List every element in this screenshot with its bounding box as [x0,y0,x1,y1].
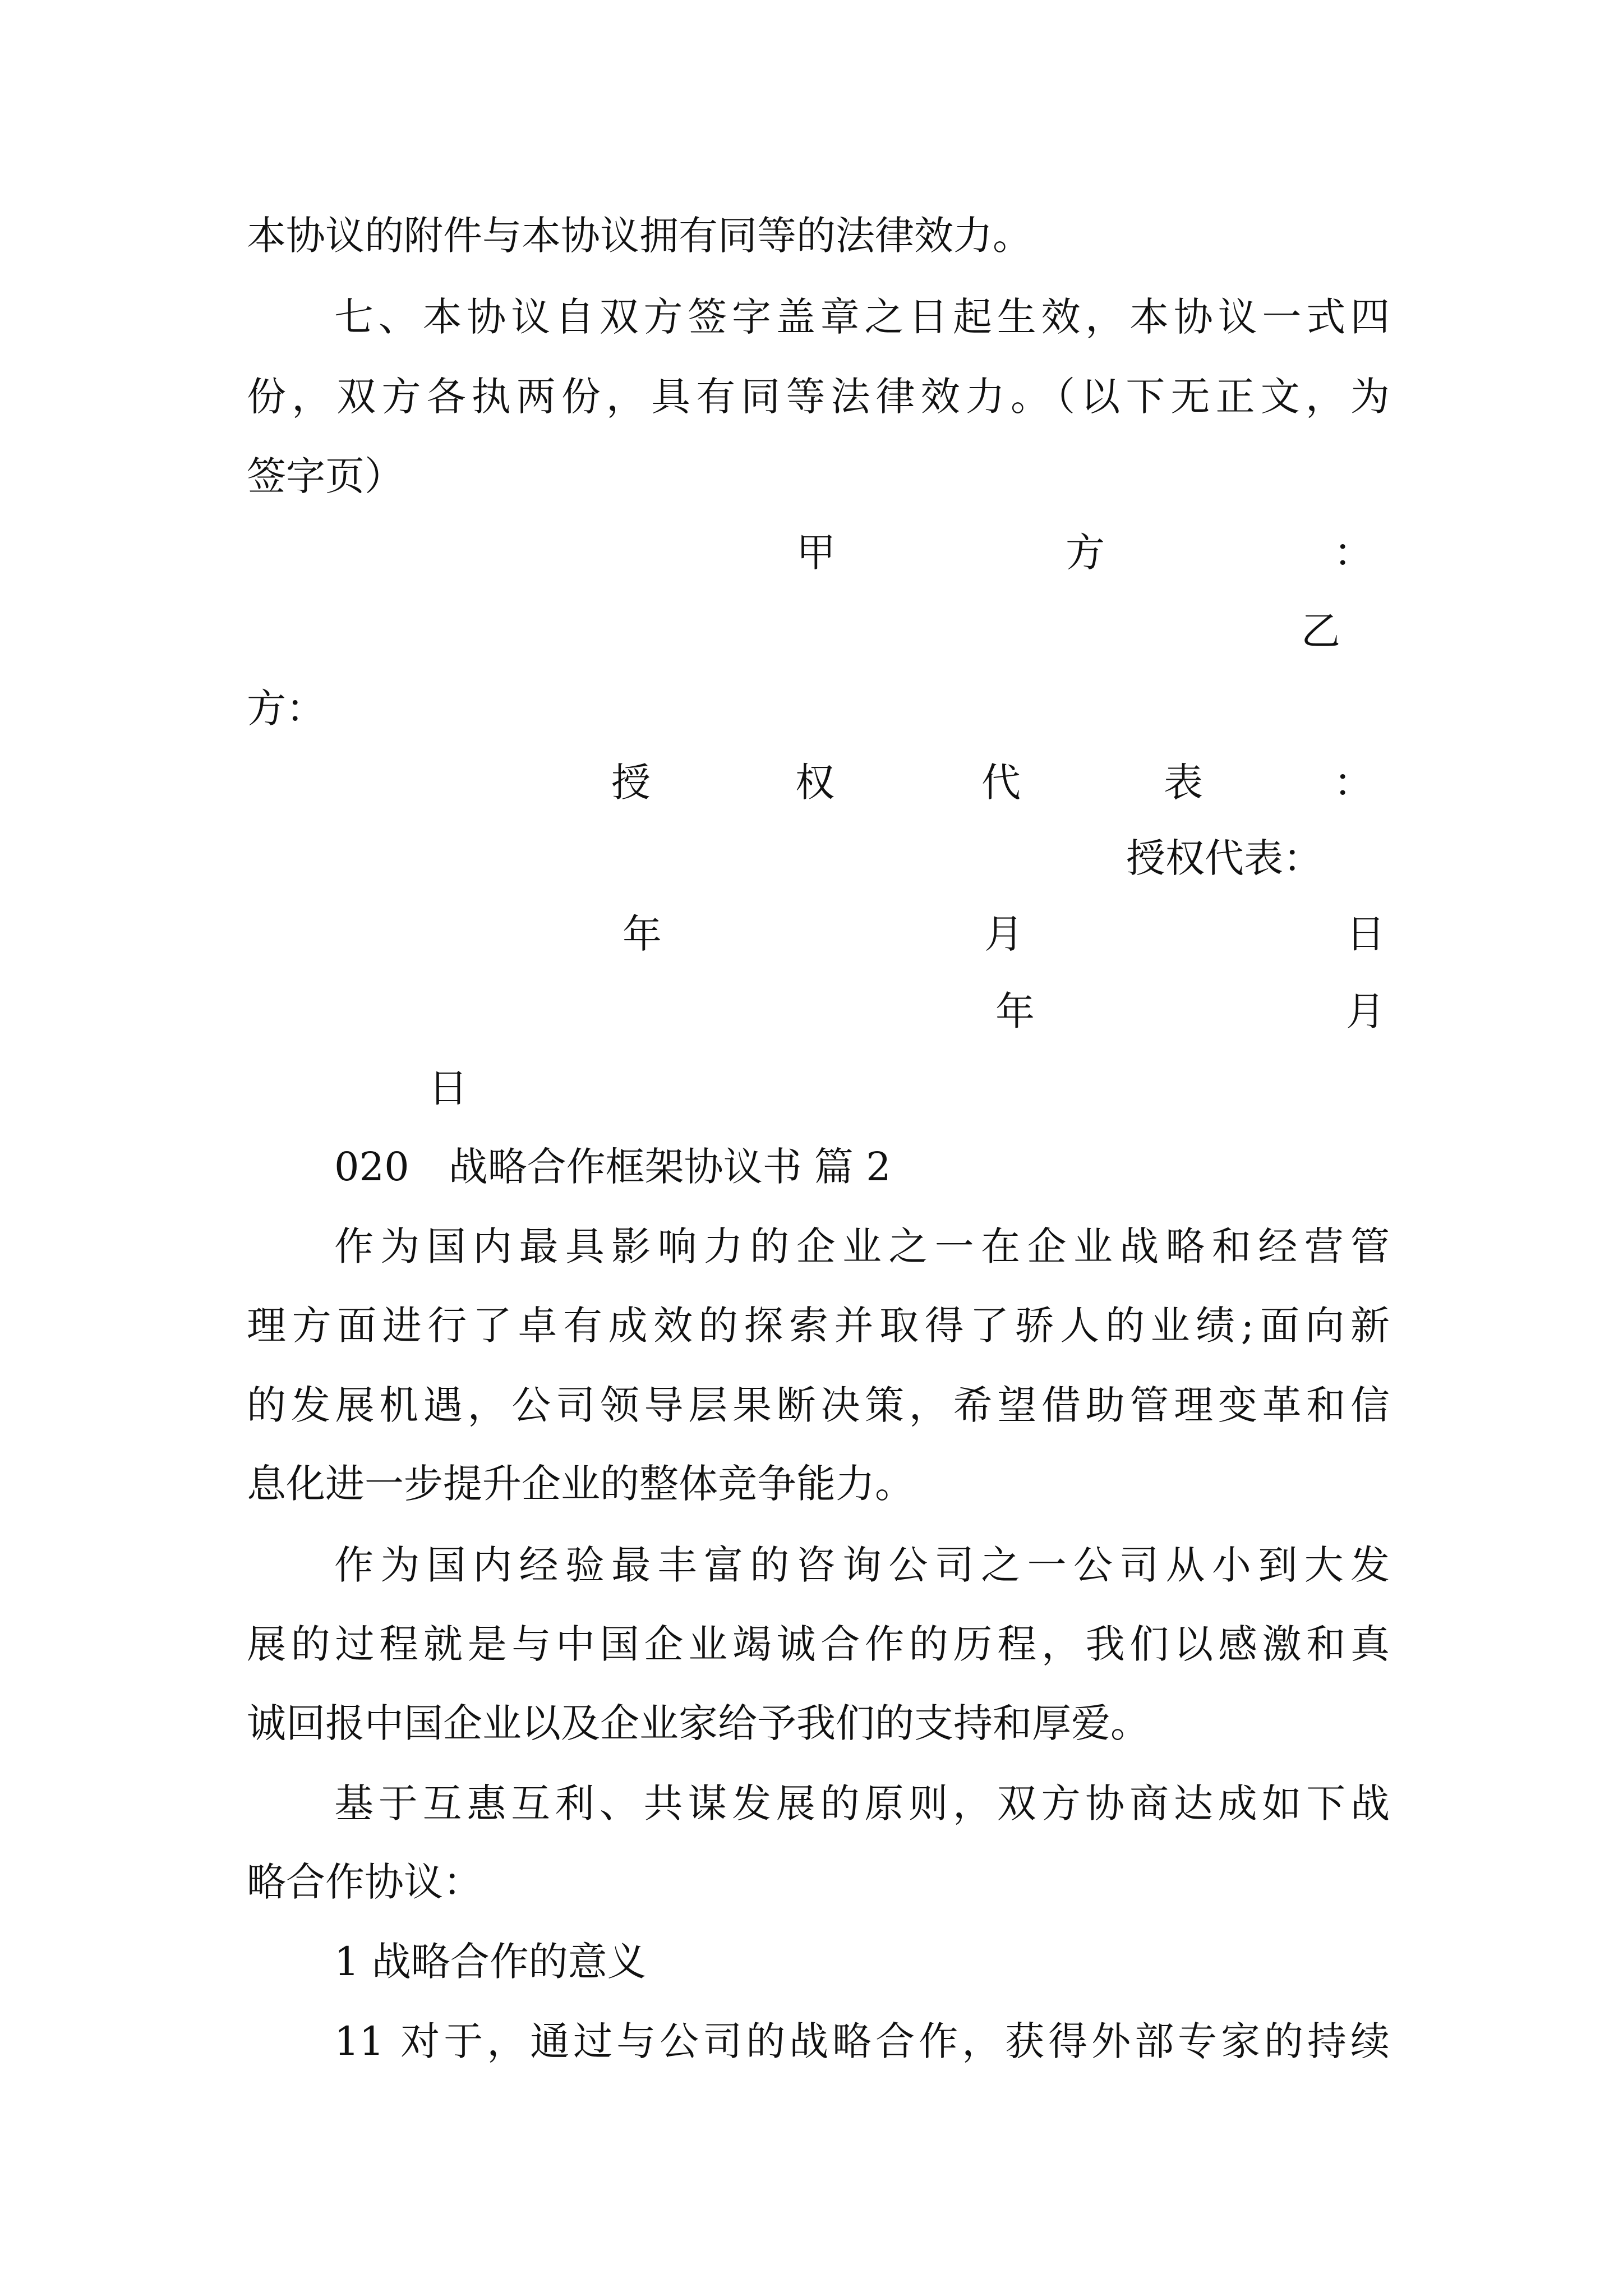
paragraph-line: 的发展机遇，公司领导层果断决策，希望借助管理变革和信 [247,1382,1390,1428]
paragraph-line: 作为国内经验最丰富的咨询公司之一公司从小到大发 [334,1542,1390,1588]
auth-rep-label-char: 权 [795,760,834,806]
paragraph-line: 略合作协议： [247,1859,482,1905]
section-heading: 020 战略合作框架协议书 篇 2 [334,1144,891,1190]
paragraph-line: 息化进一步提升企业的整体竞争能力。 [247,1461,914,1507]
paragraph-line: 签字页） [247,453,404,499]
list-item: 11 对于，通过与公司的战略合作，获得外部专家的持续 [334,2018,1390,2064]
date-label-char: 年 [623,911,662,957]
date-label-char: 月 [984,911,1023,957]
party-a-label-char: ： [1334,530,1373,576]
paragraph-line: 理方面进行了卓有成效的探索并取得了骄人的业绩;面向新 [247,1303,1390,1349]
paragraph-line: 展的过程就是与中国企业竭诚合作的历程，我们以感激和真 [247,1621,1390,1667]
auth-rep-label-char: 代 [981,760,1021,806]
party-b-label: 方： [247,685,325,731]
auth-rep-label-char: 表 [1164,760,1203,806]
auth-rep-label-char: ： [1334,760,1373,806]
paragraph-line: 本协议的附件与本协议拥有同等的法律效力。 [247,213,1032,259]
date-label-char: 月 [1346,988,1385,1034]
list-item: 1 战略合作的意义 [334,1939,647,1985]
paragraph-line: 七、本协议自双方签字盖章之日起生效，本协议一式四 [334,294,1390,340]
date-label-char: 年 [995,988,1035,1034]
date-label-char: 日 [428,1065,468,1111]
paragraph-line: 基于互惠互利、共谋发展的原则，双方协商达成如下战 [334,1780,1390,1826]
auth-rep-b-label: 授权代表： [1126,835,1322,881]
paragraph-line: 诚回报中国企业以及企业家给予我们的支持和厚爱。 [247,1700,1150,1746]
party-a-label-char: 方 [1066,530,1105,576]
party-a-label-char: 甲 [796,530,836,576]
auth-rep-label-char: 授 [611,760,651,806]
paragraph-line: 份，双方各执两份，具有同等法律效力。（以下无正文，为 [247,374,1390,420]
party-b-label-char: 乙 [1301,608,1340,654]
paragraph-line: 作为国内最具影响力的企业之一在企业战略和经营管 [334,1223,1390,1269]
date-label-char: 日 [1346,911,1385,957]
